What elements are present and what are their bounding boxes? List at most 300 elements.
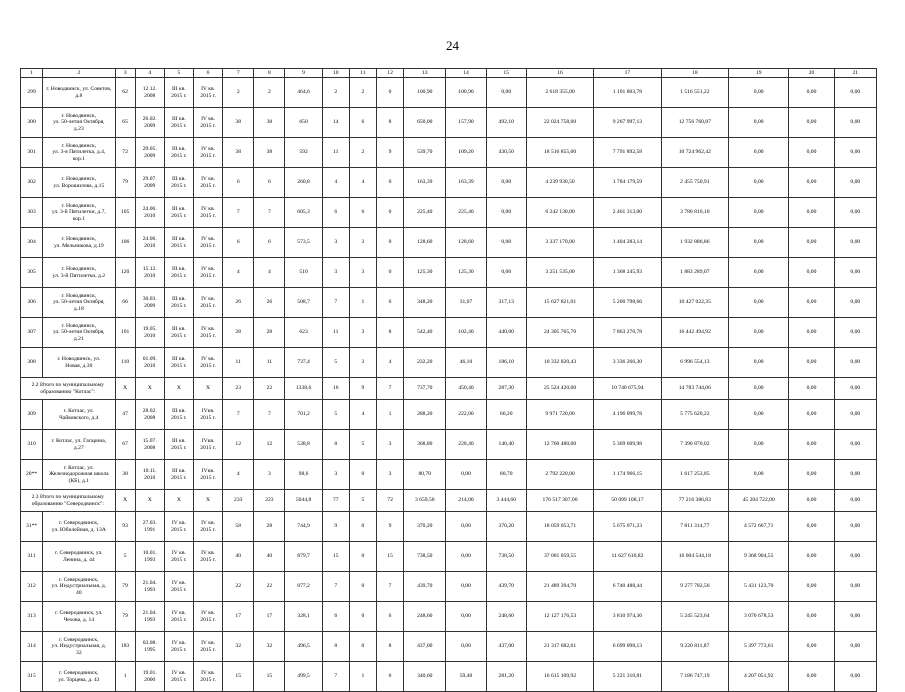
table-cell: 140,40	[486, 430, 526, 460]
table-cell: 24.06. 2010	[135, 198, 164, 228]
table-cell: 7 791 892,58	[594, 138, 661, 168]
table-cell: 19.01. 2000	[135, 662, 164, 692]
table-row	[21, 632, 877, 662]
table-cell: X	[193, 378, 222, 400]
table-cell: 58	[223, 512, 254, 542]
table-cell: 307	[21, 318, 43, 348]
table-cell: 106	[115, 228, 135, 258]
table-cell: 0,00	[446, 542, 486, 572]
table-cell: 67	[115, 430, 135, 460]
table-cell: 15	[223, 662, 254, 692]
table-cell: 0,00	[789, 168, 834, 198]
table-cell: 0,00	[834, 168, 876, 198]
table-cell: 0,00	[789, 138, 834, 168]
table-cell: 701,2	[285, 400, 322, 430]
table-cell: X	[135, 490, 164, 512]
table-cell: 9 277 782,56	[661, 572, 728, 602]
table-cell: 0,00	[834, 228, 876, 258]
table-cell: 2.3 Итого по муниципальному образованию "Северодвинск":	[21, 490, 116, 512]
table-cell: 2.2 Итого по муниципальному образованию "Котлас":	[21, 378, 116, 400]
table-cell: 25 524 420,00	[526, 378, 593, 400]
table-cell: 0,00	[486, 168, 526, 198]
table-cell: 4 207 051,92	[729, 662, 789, 692]
table-cell: 100,90	[446, 78, 486, 108]
table-cell: 14	[322, 108, 349, 138]
table-cell: 45 204 722,00	[729, 490, 789, 512]
column-number-header: 5	[164, 69, 193, 78]
table-cell: 5 397 773,61	[729, 632, 789, 662]
table-cell: 109,20	[446, 138, 486, 168]
table-cell: г. Котлас, ул. Железнодорожная школа (КБ), д.1	[43, 460, 115, 490]
table-cell: X	[164, 378, 193, 400]
table-cell: 6	[376, 662, 403, 692]
table-cell: 0,00	[729, 378, 789, 400]
table-cell: 6	[376, 602, 403, 632]
table-cell: г. Северодвинск, ул. Ленина, д. 44	[43, 542, 115, 572]
table-cell: 15	[254, 662, 285, 692]
table-cell: 15.12. 2010	[135, 258, 164, 288]
table-cell: 3 659,50	[404, 490, 446, 512]
table-cell: 26.02. 2009	[135, 108, 164, 138]
table-cell: 0,00	[834, 490, 876, 512]
table-cell: 214,00	[446, 490, 486, 512]
table-cell: 6	[322, 198, 349, 228]
table-cell: IV кв. 2015 г.	[193, 542, 222, 572]
table-cell: 66	[115, 288, 135, 318]
table-cell: 47	[115, 400, 135, 430]
table-row	[21, 542, 877, 572]
table-cell: 9 220 811,87	[661, 632, 728, 662]
table-cell: 100,90	[404, 78, 446, 108]
table-cell: 260,8	[285, 168, 322, 198]
table-cell: IVкв. 2015 г.	[193, 430, 222, 460]
table-cell: 4 239 930,50	[526, 168, 593, 198]
table-cell: 66,20	[486, 400, 526, 430]
column-number-header: 17	[594, 69, 661, 78]
table-cell: 0,00	[729, 400, 789, 430]
column-number-header: 3	[115, 69, 135, 78]
column-number-header: 9	[285, 69, 322, 78]
table-cell: 1 368 245,93	[594, 258, 661, 288]
table-cell: IV кв. 2015 г.	[193, 108, 222, 138]
table-cell: 9	[322, 512, 349, 542]
table-cell: 0,00	[834, 512, 876, 542]
table-cell: 9 267 997,13	[594, 108, 661, 138]
table-cell: 0	[349, 572, 376, 602]
table-row	[21, 318, 877, 348]
table-cell: 233	[223, 490, 254, 512]
table-cell: 6 699 098,13	[594, 632, 661, 662]
subtotal-row	[21, 490, 877, 512]
table-cell: 430,50	[486, 138, 526, 168]
table-cell: г. Северодвинск, ул. Чехова, д. 14	[43, 602, 115, 632]
table-cell: 605,3	[285, 198, 322, 228]
table-cell: 128,60	[404, 228, 446, 258]
table-cell: 10.01. 1993	[135, 542, 164, 572]
table-row	[21, 460, 877, 490]
table-cell: 313	[21, 602, 43, 632]
table-cell: 3 336 266,30	[594, 348, 661, 378]
table-row	[21, 400, 877, 430]
table-cell: 183	[115, 632, 135, 662]
table-cell: 31,07	[446, 288, 486, 318]
table-cell: 16 615 109,92	[526, 662, 593, 692]
table-cell: 7	[254, 400, 285, 430]
table-cell: IV кв. 2015 г.	[193, 632, 222, 662]
table-cell: 0,00	[789, 108, 834, 138]
table-cell: IV кв. 2015 г.	[193, 78, 222, 108]
column-number-header: 10	[322, 69, 349, 78]
table-cell: 5 675 071,23	[594, 512, 661, 542]
column-number-header: 6	[193, 69, 222, 78]
table-cell: 15	[376, 542, 403, 572]
table-cell: 877,2	[285, 572, 322, 602]
table-cell: 737,4	[285, 348, 322, 378]
table-cell: 0,00	[729, 168, 789, 198]
table-cell: IV кв. 2015 г.	[193, 602, 222, 632]
table-cell: 7 390 870,02	[661, 430, 728, 460]
table-cell: 5	[322, 348, 349, 378]
table-cell: 72	[376, 490, 403, 512]
table-cell: 9 971 720,00	[526, 400, 593, 430]
table-cell	[193, 572, 222, 602]
table-cell: 5	[322, 400, 349, 430]
table-cell: 3 780 816,10	[661, 198, 728, 228]
table-cell: 0,00	[789, 512, 834, 542]
table-cell: 102,40	[446, 318, 486, 348]
table-cell: 328,1	[285, 602, 322, 632]
table-cell: 30.03. 2009	[135, 288, 164, 318]
table-cell: 592	[285, 138, 322, 168]
table-row	[21, 78, 877, 108]
table-cell: 0,00	[834, 78, 876, 108]
table-cell: 228,40	[446, 430, 486, 460]
table-cell: IV кв. 2015 г.	[193, 348, 222, 378]
table-cell: 0,00	[729, 108, 789, 138]
table-cell: 5 245 523,64	[661, 602, 728, 632]
table-cell: 03.08. 1995	[135, 632, 164, 662]
table-cell: 23	[223, 378, 254, 400]
table-cell: X	[115, 378, 135, 400]
table-cell: 8	[376, 318, 403, 348]
table-cell: 38	[223, 138, 254, 168]
table-cell: 7 186 747,19	[661, 662, 728, 692]
table-cell: 650	[285, 108, 322, 138]
table-cell: 01.09. 2010	[135, 348, 164, 378]
table-cell: IV кв. 2015 г.	[193, 138, 222, 168]
table-cell: 7	[376, 378, 403, 400]
table-cell: 0,00	[834, 288, 876, 318]
table-body	[21, 78, 877, 692]
table-cell: 28	[223, 318, 254, 348]
table-cell: 12 756 760,87	[661, 108, 728, 138]
table-cell: 0,00	[729, 78, 789, 108]
table-cell: IV кв. 2015 г.	[193, 318, 222, 348]
table-cell: 573,5	[285, 228, 322, 258]
table-cell: 186,10	[486, 348, 526, 378]
table-cell: 18 516 855,00	[526, 138, 593, 168]
table-cell: 10 332 820,43	[526, 348, 593, 378]
table-cell: 22	[223, 572, 254, 602]
table-cell: III кв. 2015 г.	[164, 228, 193, 258]
housing-register-table	[20, 68, 877, 692]
table-cell: г. Новодвинск, ул. 50-летия Октября, д.23	[43, 108, 115, 138]
table-cell: 14 783 744,06	[661, 378, 728, 400]
table-cell: 299	[21, 78, 43, 108]
table-cell: 28	[254, 512, 285, 542]
table-cell: 8	[322, 430, 349, 460]
table-cell: 2	[223, 78, 254, 108]
table-cell: 0,00	[834, 460, 876, 490]
table-cell: 15	[322, 542, 349, 572]
table-cell: 5 775 620,22	[661, 400, 728, 430]
table-cell: 24.06. 2010	[135, 228, 164, 258]
table-cell: 22	[254, 572, 285, 602]
table-cell: 28.02. 2008	[135, 400, 164, 430]
table-cell: 312	[21, 572, 43, 602]
table-cell: 348,20	[404, 288, 446, 318]
table-cell: 2 618 355,00	[526, 78, 593, 108]
table-cell: 6 996 554,13	[661, 348, 728, 378]
table-cell: 11	[223, 348, 254, 378]
table-cell: 4	[223, 258, 254, 288]
table-cell: г. Новодвинск, ул. 50-летия Октября, д.21	[43, 318, 115, 348]
table-cell: 3	[322, 228, 349, 258]
table-cell: III кв. 2015 г.	[164, 168, 193, 198]
table-cell: 5 369 609,98	[594, 430, 661, 460]
table-cell: 22 024 758,00	[526, 108, 593, 138]
table-cell: 29.07. 2009	[135, 168, 164, 198]
table-row	[21, 168, 877, 198]
table-cell: 0	[376, 168, 403, 198]
table-cell: 0	[349, 512, 376, 542]
table-cell: X	[193, 490, 222, 512]
table-cell: 125,30	[404, 258, 446, 288]
table-cell: 11 627 610,82	[594, 542, 661, 572]
table-cell: IV кв. 2015 г.	[193, 198, 222, 228]
table-cell: 15.07. 2008	[135, 430, 164, 460]
table-cell: 6	[349, 108, 376, 138]
column-number-header: 14	[446, 69, 486, 78]
table-row	[21, 258, 877, 288]
table-cell: 1 174 966,15	[594, 460, 661, 490]
table-cell: IVкв. 2015 г.	[193, 400, 222, 430]
table-cell: 4 196 099,78	[594, 400, 661, 430]
table-cell: 0,00	[789, 78, 834, 108]
table-cell: 496,5	[285, 632, 322, 662]
table-cell: 72	[115, 138, 135, 168]
table-row	[21, 602, 877, 632]
table-cell: 12.12. 2008	[135, 78, 164, 108]
table-cell: III кв. 2015 г.	[164, 198, 193, 228]
table-cell: 7	[223, 198, 254, 228]
table-row	[21, 288, 877, 318]
table-cell: г. Северодвинск, ул. Торцева, д. 43	[43, 662, 115, 692]
table-cell: 0,00	[834, 662, 876, 692]
table-cell: IV кв. 2015 г.	[193, 288, 222, 318]
table-cell: 0,00	[834, 348, 876, 378]
table-cell: 0,00	[834, 400, 876, 430]
table-cell: 314	[21, 632, 43, 662]
table-cell: 3 810 974,36	[594, 602, 661, 632]
table-cell: 16	[322, 378, 349, 400]
table-cell: 2	[322, 78, 349, 108]
table-cell: 623	[285, 318, 322, 348]
table-cell: 300	[21, 108, 43, 138]
table-cell: 0	[376, 78, 403, 108]
table-cell: 176 517 307,00	[526, 490, 593, 512]
table-cell: 6 740 488,44	[594, 572, 661, 602]
table-cell: III кв. 2015 г.	[164, 288, 193, 318]
table-cell: 9	[349, 378, 376, 400]
table-cell: 0,00	[789, 572, 834, 602]
table-cell: 128,60	[446, 228, 486, 258]
table-cell: IV кв. 2015 г.	[193, 168, 222, 198]
column-number-header: 8	[254, 69, 285, 78]
table-cell: 0,00	[446, 572, 486, 602]
table-cell: 6	[322, 602, 349, 632]
table-cell: 2 461 313,00	[594, 198, 661, 228]
table-cell: 5	[115, 542, 135, 572]
table-cell: 0,00	[789, 348, 834, 378]
table-cell: 7	[376, 572, 403, 602]
table-cell: 27.03. 1991	[135, 512, 164, 542]
table-cell: 38	[254, 138, 285, 168]
table-row	[21, 512, 877, 542]
table-cell: 32	[223, 632, 254, 662]
table-cell: 77 216 386,83	[661, 490, 728, 512]
table-cell: 65	[115, 108, 135, 138]
table-cell: 3 251 535,00	[526, 258, 593, 288]
column-number-row	[21, 69, 877, 78]
table-cell: 6	[223, 168, 254, 198]
table-cell: III кв. 2015 г.	[164, 400, 193, 430]
column-number-header: 19	[729, 69, 789, 78]
table-cell: 4	[349, 168, 376, 198]
table-cell: 0,00	[789, 460, 834, 490]
table-cell: 79	[115, 602, 135, 632]
table-cell: 31**	[21, 512, 43, 542]
table-cell: 101	[115, 318, 135, 348]
table-cell: IVкв. 2015 г.	[193, 460, 222, 490]
table-cell: 464,6	[285, 78, 322, 108]
table-cell: 80,70	[486, 460, 526, 490]
table-cell: 37 001 059,55	[526, 542, 593, 572]
table-cell: 7	[322, 288, 349, 318]
table-cell: III кв. 2015 г.	[164, 348, 193, 378]
table-cell: 6 242 130,00	[526, 198, 593, 228]
table-cell: 437,00	[404, 632, 446, 662]
column-number-header: 16	[526, 69, 593, 78]
table-cell: 305	[21, 258, 43, 288]
table-cell: 7	[254, 198, 285, 228]
table-cell: 310	[21, 430, 43, 460]
table-cell: 8	[322, 632, 349, 662]
table-cell: 11	[322, 138, 349, 168]
table-cell: 11	[322, 318, 349, 348]
table-cell: 8	[376, 108, 403, 138]
table-cell: 0,00	[729, 228, 789, 258]
table-cell: 0,00	[446, 632, 486, 662]
table-cell: 0,00	[729, 348, 789, 378]
table-cell: 510	[285, 258, 322, 288]
table-cell: 1 404 283,14	[594, 228, 661, 258]
table-cell: III кв. 2015 г.	[164, 258, 193, 288]
table-cell: 301	[21, 138, 43, 168]
table-cell: 4 572 667,71	[729, 512, 789, 542]
table-cell: 1	[349, 662, 376, 692]
table-cell: 9	[376, 512, 403, 542]
table-cell: 1 883 289,07	[661, 258, 728, 288]
table-cell: 225,40	[404, 198, 446, 228]
table-cell: 0,00	[486, 228, 526, 258]
table-cell: 6	[254, 228, 285, 258]
table-cell: X	[115, 490, 135, 512]
table-cell: 0,00	[486, 78, 526, 108]
table-cell: г. Северодвинск, ул. Индустриальная, д. 32	[43, 632, 115, 662]
table-cell: 24 305 765,70	[526, 318, 593, 348]
table-cell: 508,7	[285, 288, 322, 318]
table-cell: 163,39	[404, 168, 446, 198]
column-number-header: 20	[789, 69, 834, 78]
table-cell: 6	[349, 198, 376, 228]
table-cell: 538,8	[285, 430, 322, 460]
table-cell: 0,00	[789, 632, 834, 662]
table-cell: III кв. 2015 г.	[164, 460, 193, 490]
column-number-header: 7	[223, 69, 254, 78]
table-cell: 309	[21, 400, 43, 430]
table-cell: 0,00	[789, 198, 834, 228]
table-cell: 4	[254, 258, 285, 288]
table-cell: 20**	[21, 460, 43, 490]
table-cell: 3	[349, 228, 376, 258]
table-row	[21, 228, 877, 258]
table-cell: 0,00	[834, 378, 876, 400]
table-cell: 303	[21, 198, 43, 228]
table-cell: 18 059 053,71	[526, 512, 593, 542]
table-cell: 38	[223, 108, 254, 138]
table-cell: 222,00	[446, 400, 486, 430]
table-cell: 3 070 678,53	[729, 602, 789, 632]
table-cell: 29.05. 2009	[135, 138, 164, 168]
table-cell: 0,00	[834, 198, 876, 228]
table-cell: 0,00	[789, 400, 834, 430]
table-cell: IV кв. 2015 г.	[164, 602, 193, 632]
table-cell: 10.11. 2010	[135, 460, 164, 490]
table-cell: 6	[223, 228, 254, 258]
table-cell: г. Новодвинск, ул. Новая, д.30	[43, 348, 115, 378]
table-cell: 2	[349, 138, 376, 168]
table-cell: IV кв. 2015 г.	[193, 662, 222, 692]
table-cell: 0,00	[789, 430, 834, 460]
table-cell: г. Котлас, ул. Чайковского, д.4	[43, 400, 115, 430]
table-cell: 110	[115, 348, 135, 378]
table-cell: 0,00	[789, 602, 834, 632]
table-cell: 3	[322, 258, 349, 288]
table-cell: 2	[349, 78, 376, 108]
table-cell: 0,00	[729, 460, 789, 490]
table-cell: 1 516 551,22	[661, 78, 728, 108]
table-cell: 50 099 108,17	[594, 490, 661, 512]
column-number-header: 21	[834, 69, 876, 78]
table-cell: 3	[349, 258, 376, 288]
table-cell: 5044,8	[285, 490, 322, 512]
table-cell: 5 221 310,81	[594, 662, 661, 692]
table-cell: 0,00	[729, 258, 789, 288]
table-cell: 248,60	[404, 602, 446, 632]
table-cell: 248,60	[486, 602, 526, 632]
table-cell: 302	[21, 168, 43, 198]
